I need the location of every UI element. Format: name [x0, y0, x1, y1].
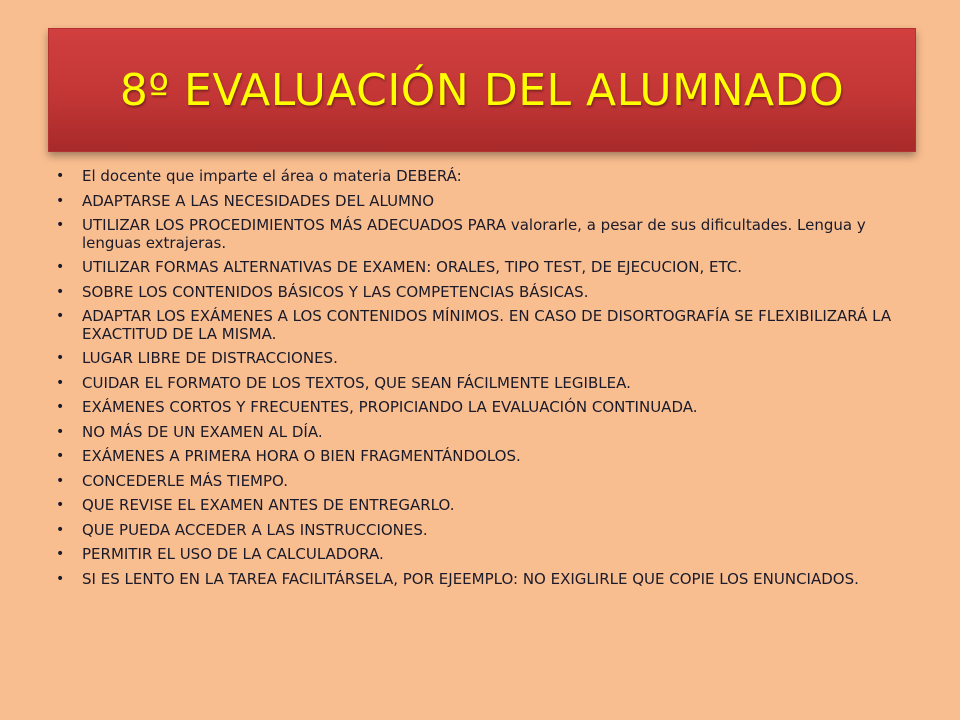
bullet-dot-icon: • [56, 497, 65, 513]
bullet-item [56, 282, 914, 302]
bullet-dot-icon: • [56, 423, 65, 440]
bullet-dot-icon: • [56, 259, 65, 275]
bullet-item [56, 471, 914, 491]
bullet-text: QUE PUEDA ACCEDER A LAS INSTRUCCIONES. [82, 520, 428, 539]
bullet-text: UTILIZAR LOS PROCEDIMIENTOS MÁS ADECUADOS PARA valorarle, a pesar de sus dificultades. Lengua y lenguas extrajeras. [82, 216, 866, 252]
bullet-item [56, 520, 914, 540]
bullet-item [56, 373, 914, 393]
bullet-text: EXÁMENES CORTOS Y FRECUENTES, PROPICIANDO LA EVALUACIÓN CONTINUADA. [82, 398, 698, 416]
bullet-dot-icon: • [56, 546, 65, 562]
bullet-item [56, 447, 914, 466]
bullet-dot-icon: • [56, 521, 65, 538]
bullet-dot-icon: • [56, 448, 65, 464]
bullet-item [56, 569, 914, 589]
bullet-text: SOBRE LOS CONTENIDOS BÁSICOS Y LAS COMPETENCIAS BÁSICAS. [82, 282, 589, 301]
bullet-text: SI ES LENTO EN LA TAREA FACILITÁRSELA, POR EJEEMPLO: NO EXIGLIRLE QUE COPIE LOS ENUNCIADOS. [82, 569, 859, 588]
bullet-text: CONCEDERLE MÁS TIEMPO. [82, 471, 289, 490]
bullet-dot-icon: • [56, 283, 65, 300]
bullet-item [56, 349, 914, 368]
bullet-text: El docente que imparte el área o materia DEBERÁ: [82, 167, 462, 185]
bullet-text: NO MÁS DE UN EXAMEN AL DÍA. [82, 422, 323, 441]
bullet-dot-icon: • [56, 168, 65, 184]
bullet-text: UTILIZAR FORMAS ALTERNATIVAS DE EXAMEN: ORALES, TIPO TEST, DE EJECUCION, ETC. [82, 258, 742, 276]
bullet-dot-icon: • [56, 217, 65, 233]
bullet-text: CUIDAR EL FORMATO DE LOS TEXTOS, QUE SEAN FÁCILMENTE LEGIBLEA. [82, 373, 631, 392]
bullet-item [56, 398, 914, 417]
bullet-item [56, 307, 914, 343]
bullet-item [56, 191, 914, 211]
bullet-dot-icon: • [56, 472, 65, 489]
bullet-dot-icon: • [56, 192, 65, 209]
bullet-text: QUE REVISE EL EXAMEN ANTES DE ENTREGARLO. [82, 496, 455, 514]
bullet-dot-icon: • [56, 570, 65, 587]
bullet-item [56, 545, 914, 564]
bullet-item [56, 167, 914, 186]
bullet-text: LUGAR LIBRE DE DISTRACCIONES. [82, 349, 338, 367]
bullet-text: ADAPTARSE A LAS NECESIDADES DEL ALUMNO [82, 191, 435, 210]
bullet-dot-icon: • [56, 399, 65, 415]
bullet-text: ADAPTAR LOS EXÁMENES A LOS CONTENIDOS MÍNIMOS. EN CASO DE DISORTOGRAFÍA SE FLEXIBILIZARÁ LA EXACTITUD DE LA MISMA. [82, 307, 892, 343]
bullet-text: EXÁMENES A PRIMERA HORA O BIEN FRAGMENTÁNDOLOS. [82, 447, 521, 465]
bullet-item [56, 216, 914, 252]
bullet-list [56, 167, 914, 595]
bullet-text: PERMITIR EL USO DE LA CALCULADORA. [82, 545, 384, 563]
title-banner [48, 28, 916, 152]
bullet-item [56, 258, 914, 277]
bullet-dot-icon: • [56, 374, 65, 391]
bullet-item [56, 496, 914, 515]
slide-title: 8º EVALUACIÓN DEL ALUMNADO [119, 64, 845, 116]
bullet-item [56, 422, 914, 442]
bullet-dot-icon: • [56, 350, 65, 366]
bullet-dot-icon: • [56, 308, 65, 324]
